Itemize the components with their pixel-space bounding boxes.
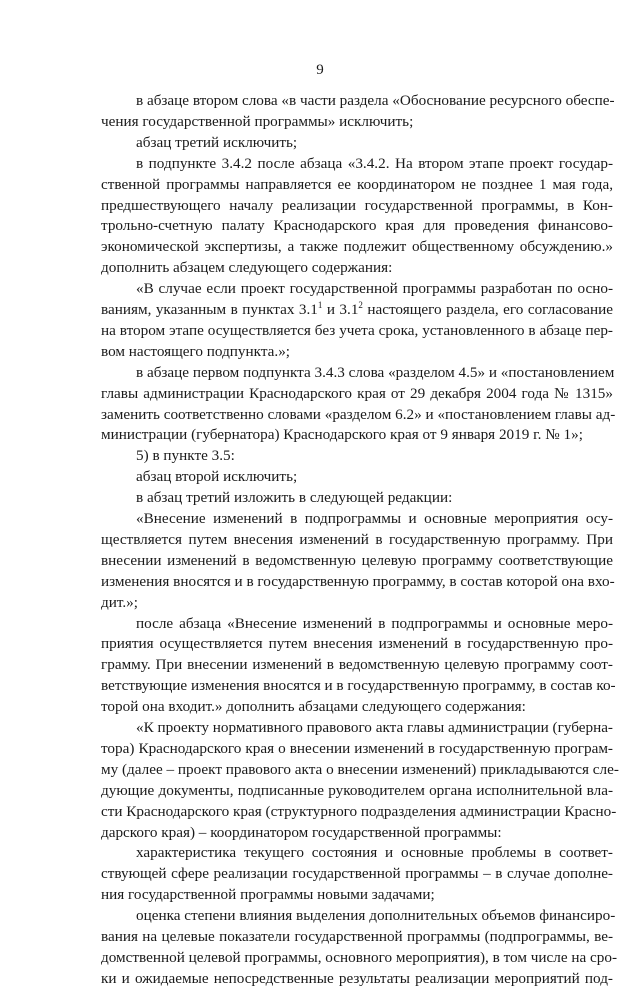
text-line: ствующей сфере реализации государственной программы – в случае дополне- [101, 865, 613, 883]
text-line: предшествующего началу реализации государственной программы, в Кон- [101, 196, 613, 214]
superscript: 1 [317, 300, 323, 310]
text-line: тора) Краснодарского края о внесении изменений в государственную програм- [101, 739, 613, 757]
text-line: 5) в пункте 3.5: [136, 447, 235, 465]
text-line: домственной целевой программы, основного мероприятия), в том числе на сро- [101, 948, 618, 966]
text-line: в абзац третий изложить в следующей редакции: [136, 489, 453, 507]
text-fragment: и 3.1 [322, 301, 359, 318]
superscript: 2 [358, 300, 363, 310]
text-line: ственной программы направляется ее координатором не позднее 1 мая года, [101, 175, 613, 193]
text-line: абзац третий исключить; [136, 133, 298, 151]
text-line: заменить соответственно словами «разделом 6.2» и «постановлением главы ад- [101, 405, 616, 423]
text-line: абзац второй исключить; [136, 468, 298, 486]
text-line: ществляется путем внесения изменений в государственную программу. При [101, 530, 613, 548]
text-line: министрации (губернатора) Краснодарского края от 9 января 2019 г. № 1»; [101, 426, 583, 444]
text-line: в подпункте 3.4.2 после абзаца «3.4.2. На втором этапе проект государ- [136, 154, 613, 172]
text-line: дополнить абзацем следующего содержания: [101, 259, 393, 277]
text-line: вания на целевые показатели государственной программы (подпрограммы, ве- [101, 928, 613, 945]
text-line: оценка степени влияния выделения дополнительных объемов финансиро- [136, 907, 616, 925]
text-line: после абзаца «Внесение изменений в подпрограммы и основные меро- [136, 614, 613, 632]
text-line: грамму. При внесении изменений в ведомственную целевую программу соот- [101, 656, 613, 674]
text-line: ния государственной программы новыми задачами; [101, 886, 435, 904]
text-line: дарского края) – координатором государственной программы: [101, 823, 502, 841]
page-number: 9 [316, 62, 324, 78]
text-line: в абзаце втором слова «в части раздела «Обоснование ресурсного обеспе- [136, 92, 615, 109]
text-line: вом настоящего подпункта.»; [101, 342, 291, 360]
text-line: му (далее – проект правового акта о внесении изменений) прикладываются сле- [101, 760, 619, 778]
text-line: дующие документы, подписанные руководителем органа исполнительной вла- [101, 781, 613, 799]
text-line: трольно-счетную палату Краснодарского края для проведения финансово- [101, 217, 613, 235]
text-line: «Внесение изменений в подпрограммы и основные мероприятия осу- [136, 510, 613, 527]
text-fragment: ваниям, указанным в пунктах 3.1 [101, 301, 318, 318]
text-line: сти Краснодарского края (структурного подразделения администрации Красно- [101, 802, 617, 820]
text-line: на втором этапе осуществляется без учета срока, установленного в абзаце пер- [101, 321, 613, 339]
text-line: характеристика текущего состояния и основные проблемы в соответ- [136, 844, 613, 862]
text-line: главы администрации Краснодарского края от 29 декабря 2004 года № 1315» [101, 384, 613, 402]
text-line: экономической экспертизы, а также подлежит общественному обсуждению.» [101, 238, 613, 256]
text-line: чения государственной программы» исключить; [101, 112, 414, 130]
text-line: торой она входит.» дополнить абзацами следующего содержания: [101, 698, 526, 716]
text-line [101, 299, 613, 320]
text-line: «В случае если проект государственной программы разработан по осно- [136, 280, 613, 298]
text-line: приятия осуществляется путем внесения изменений в государственную про- [101, 635, 613, 653]
text-line: в абзаце первом подпункта 3.4.3 слова «разделом 4.5» и «постановлением [136, 363, 615, 381]
text-line: ки и ожидаемые непосредственные результаты реализации мероприятий под- [101, 969, 613, 987]
text-line: дит.»; [101, 593, 138, 611]
text-fragment: настоящего раздела, его согласование [362, 301, 613, 318]
text-line: изменения вносятся и в государственную программу, в состав которой она вхо- [101, 572, 615, 590]
text-line: ветствующие изменения вносятся и в государственную программу, в состав ко- [101, 677, 616, 695]
text-line: внесении изменений в ведомственную целевую программу соответствующие [101, 551, 613, 569]
text-line: «К проекту нормативного правового акта главы администрации (губерна- [136, 719, 613, 736]
